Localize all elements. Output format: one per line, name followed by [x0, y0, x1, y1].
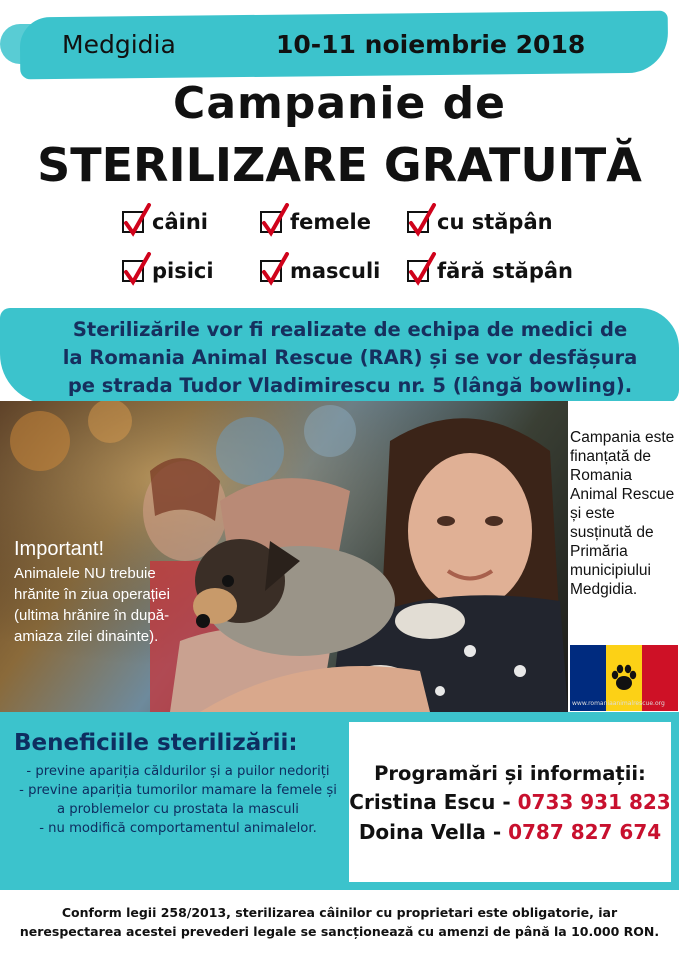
important-text: Animalele NU trebuie hrănite în ziua operației (ultima hrănire în după-amiaza zilei dinainte).	[14, 565, 170, 645]
contact-line-doina	[349, 820, 671, 844]
checkbox-checked-icon	[407, 260, 429, 282]
option-pisici	[122, 259, 214, 283]
contact-name: Cristina Escu -	[349, 790, 518, 814]
footer-line-2: nerespectarea acestei prevederi legale se sancționează cu amenzi de până la 10.000 RON.	[19, 924, 660, 939]
date-label: 10-11 noiembrie 2018	[276, 30, 586, 59]
checkbox-checked-icon	[260, 260, 282, 282]
checkbox-checked-icon	[122, 211, 144, 233]
info-line-2: la Romania Animal Rescue (RAR) și se vor desfășura	[62, 346, 638, 369]
option-label: cu stăpân	[437, 210, 553, 234]
city-label: Medgidia	[62, 30, 176, 59]
benefit-item: - nu modifică comportamentul animalelor.	[39, 821, 317, 836]
option-cu-stapan	[407, 210, 553, 234]
checkbox-checked-icon	[260, 211, 282, 233]
info-line-1: Sterilizările vor fi realizate de echipa de medici de	[72, 318, 628, 341]
option-caini	[122, 210, 208, 234]
contact-name: Doina Vella -	[358, 820, 509, 844]
benefits-list	[18, 762, 338, 838]
option-label: femele	[290, 210, 371, 234]
checkbox-checked-icon	[122, 260, 144, 282]
paw-icon	[607, 661, 641, 695]
contact-phone: 0787 827 674	[508, 820, 662, 844]
info-line-3: pe strada Tudor Vladimirescu nr. 5 (lângă bowling).	[67, 374, 633, 397]
title-line-2: STERILIZARE GRATUITĂ	[37, 138, 642, 192]
option-label: câini	[152, 210, 208, 234]
footer-line-1: Conform legii 258/2013, sterilizarea câinilor cu proprietari este obligatorie, iar	[61, 905, 618, 920]
option-masculi	[260, 259, 380, 283]
checkbox-checked-icon	[407, 211, 429, 233]
benefit-item: - previne apariția tumorilor mamare la femele și a problemelor cu prostata la masculi	[19, 783, 337, 817]
sponsor-text: Campania este finanțată de Romania Animal Rescue și este susținută de Primăria municipiului Medgidia.	[570, 429, 675, 598]
option-label: fără stăpân	[437, 259, 574, 283]
benefit-item: - previne apariția căldurilor și a puilor nedoriți	[26, 764, 330, 779]
contact-line-cristina	[349, 790, 671, 814]
benefits-title: Beneficiile sterilizării:	[14, 730, 298, 756]
title-line-1: Campanie de	[173, 78, 506, 129]
option-femele	[260, 210, 371, 234]
option-fara-stapan	[407, 259, 573, 283]
contact-phone: 0733 931 823	[517, 790, 671, 814]
important-title: Important!	[14, 538, 105, 560]
sponsor-url: www.romaniaanimalrescue.org	[572, 700, 665, 707]
info-text	[30, 316, 670, 400]
option-label: pisici	[152, 259, 214, 283]
legal-footer	[0, 903, 679, 941]
option-label: masculi	[290, 259, 381, 283]
contact-title: Programări și informații:	[374, 762, 646, 785]
